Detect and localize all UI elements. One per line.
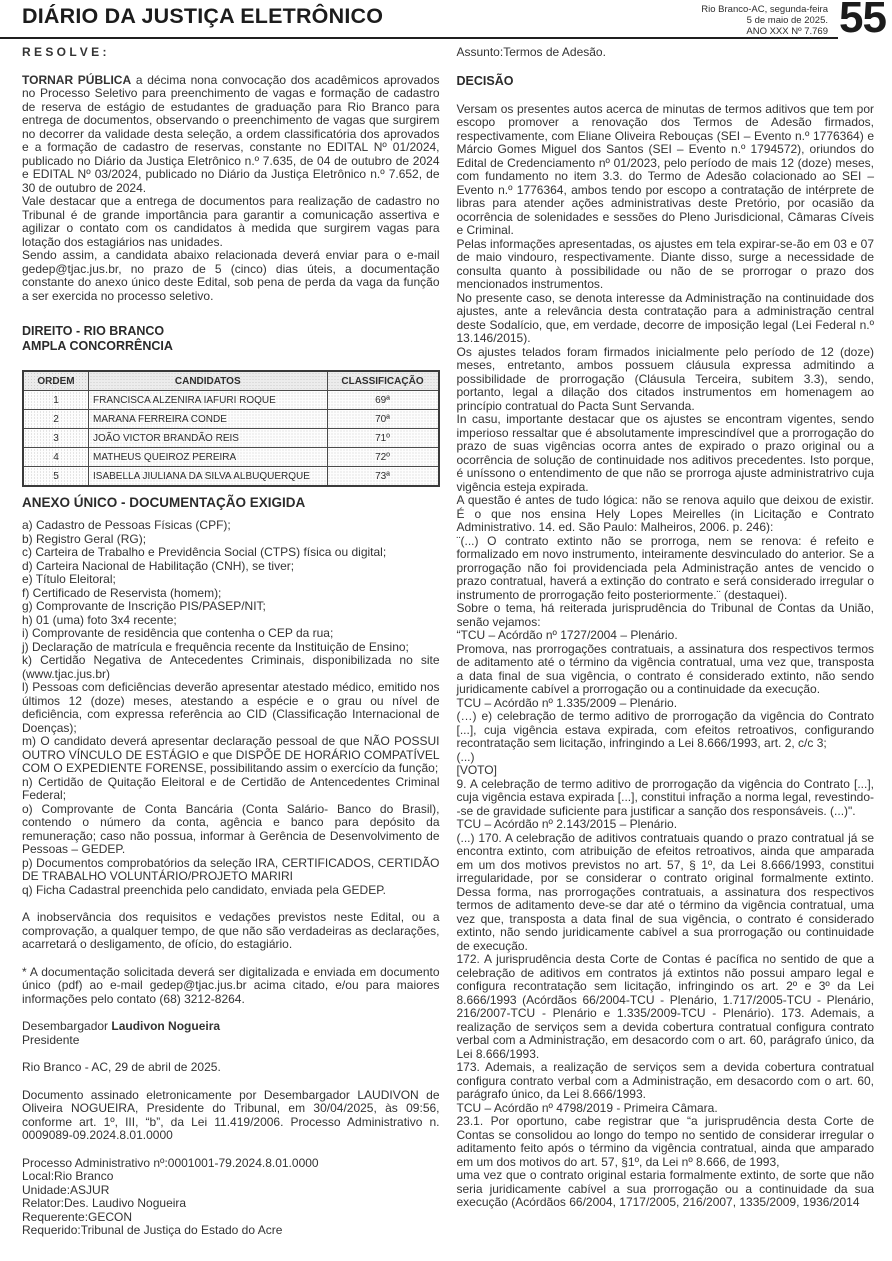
spacer (22, 897, 440, 911)
document-item: c) Carteira de Trabalho e Previdência Social (CTPS) física ou digital; (22, 545, 387, 559)
candidates-table-head (23, 371, 439, 391)
candidates-table (22, 370, 440, 487)
document-item: j) Declaração de matrícula e frequência recente da Instituição de Ensino; (22, 639, 409, 654)
decision-paragraph: 23.1. Por oportuno, cabe registrar que “a jurisprudência desta Corte de Contas se consolidou ao longo do tempo no sentido de considerar irregular o aditamento feito após o término da vigência contratual, ainda que amparado em um dos motivos do art. 57, §1º, da Lei nº 8.666, de 1993, (456, 1114, 874, 1169)
decision-paragraph: 9. A celebração de termo aditivo de prorrogação da vigência do Contrato [...], cuja vigência estava expirada [...], constitui infração a norma legal, revestindo--se de gravidade suficiente para justificar a sanção dos responsáveis. (...)". (456, 776, 874, 818)
decision-paragraph: Promova, nas prorrogações contratuais, a assinatura dos respectivos termos de aditamento até o término da vigência contratual, uma vez que, transposta a data final de sua vigência, o contrato é considerado extinto, não sendo juridicamente cabível a prorrogação ou a continuidade da execução. (456, 641, 874, 696)
decision-paragraph: 173. Ademais, a realização de serviços sem a devida cobertura contratual configura contrato verbal com a Administração, em desacordo com o art. 60, parágrafo único, da Lei 8.666/1993. (456, 1060, 874, 1101)
decision-paragraph: Versam os presentes autos acerca de minutas de termos aditivos que tem por escopo promover a renovação dos Termos de Adesão firmados, respectivamente, com Eliane Oliveira Rebouças (SEI – Evento n.º 1776364) e Márcio Gomes Miguel dos Santos (SEI – Evento n.º 1794572), oriundos do Edital de Credenciamento nº 01/2023, pelo período de mais 12 (doze) meses, com fundamento no item 3.3. do Termo de Adesão colacionado ao SEI – Evento n.º 1776364, ambos tendo por escopo a contratação de intérprete de libras para atender ações administrativas deste Pretório, por ocasião da ocorrência de solenidades e sessões do Pleno Jurisdicional, Câmaras Cíveis e Criminal. (456, 101, 874, 237)
table-row (23, 429, 439, 448)
dateline-line: Rio Branco-AC, segunda-feira (701, 4, 828, 15)
process-meta-list (22, 1157, 440, 1238)
spacer (22, 487, 440, 495)
document-item: i) Comprovante de residência que contenha o CEP da rua; (22, 626, 334, 640)
cell-candidato: JOÃO VICTOR BRANDÃO REIS (89, 429, 328, 448)
cell-classificacao: 69ª (327, 391, 439, 410)
heading-direito-rio-branco: DIREITO - RIO BRANCO (22, 324, 165, 338)
paragraph-place-date: Rio Branco - AC, 29 de abril de 2025. (22, 1060, 221, 1074)
document-item: g) Comprovante de Inscrição PIS/PASEP/NIT; (22, 599, 266, 613)
process-meta-line: Relator:Des. Laudivo Nogueira (22, 1196, 187, 1210)
decision-paragraph: uma vez que o contrato original estaria formalmente extinto, de sorte que não seria juridicamente cabível a sua prorrogação ou a continuidade da sua execução (Acórdãos 66/2004, 1717/2005, 216/2007, 1335/2009, 1936/2014 (456, 1168, 874, 1209)
document-item: o) Comprovante de Conta Bancária (Conta Salário- Banco do Brasil), contendo o número da conta, agência e banco para depósito da remuneração; caso não possua, informar à Gerência de Desenvolvimento de Pessoas – GEDEP. (22, 801, 440, 856)
spacer (22, 303, 440, 324)
page-header (0, 0, 892, 40)
decision-paragraph: 172. A jurisprudência desta Corte de Contas é pacífica no sentido de que a celebração de aditivos em contratos já extintos não possui amparo legal e configura recontratação sem licitação, infringindo os art. 2º e 3º da Lei 8.666/1993 (Acórdãos 66/2004-TCU - Plenário, 1.717/2005-TCU - Plenário, 216/2007-TCU - Plenário e 1.335/2009-TCU - Plenário). 173. Ademais, a realização de serviços sem a devida cobertura contratual configura contrato verbal com a Administração, em desacordo com o art. 60, parágrafo único, da Lei 8.666/1993. (456, 952, 874, 1061)
process-meta-line: Processo Administrativo nº:0001001-79.2024.8.01.0000 (22, 1155, 319, 1170)
header-rule (0, 37, 838, 39)
cell-classificacao: 73ª (327, 467, 439, 487)
col-header-ordem: ORDEM (23, 371, 89, 391)
decision-paragraph: ¨(...) O contrato extinto não se prorroga, nem se renova: é refeito e formalizado em novo instrumento, inteiramente desvinculado do anterior. Se a prorrogação não foi providenciada pela Administração antes de vencido o prazo contratual, haverá a extinção do contrato e será considerado irregular o instrumento de prorrogação feito posteriormente.¨ (destaquei). (456, 533, 874, 602)
col-header-candidatos: CANDIDATOS (89, 371, 328, 391)
cell-candidato: MARANA FERREIRA CONDE (89, 410, 328, 429)
decision-paragraph: TCU – Acórdão nº 2.143/2015 – Plenário. (456, 817, 678, 831)
decision-paragraphs (457, 103, 875, 1210)
document-item: a) Cadastro de Pessoas Físicas (CPF); (22, 518, 231, 532)
heading-ampla-concorrencia: AMPLA CONCORRÊNCIA (22, 339, 173, 353)
decision-paragraph: No presente caso, se denota interesse da Administração na continuidade dos ajustes, ante a relevância desta contratação para a administração central deste Sodalício, que, em verdade, decorre de imposição legal (Lei Federal n.º 13.146/2015). (456, 290, 874, 345)
spacer (22, 1075, 440, 1089)
table-row (23, 391, 439, 410)
spacer (22, 1047, 440, 1061)
process-meta-line: Requerido:Tribunal de Justiça do Estado do Acre (22, 1223, 283, 1237)
paragraph-inobservancia: A inobservância dos requisitos e vedações previstos neste Edital, ou a comprovação, a qualquer tempo, de que não são verdadeiras as declarações, acarretará o desligamento, de ofício, do estagiário. (22, 910, 440, 951)
document-item: e) Título Eleitoral; (22, 572, 116, 586)
heading-anexo-unico: ANEXO ÚNICO - DOCUMENTAÇÃO EXIGIDA (22, 495, 306, 510)
decision-paragraph: Os ajustes telados foram firmados inicialmente pelo período de 12 (doze) meses, entretanto, ambos possuem cláusula expressa admitindo a possibilidade de prorrogação (Cláusula Terceira, subitem 3.3), sendo, portanto, legal a dilação dos citados instrumentos em homenagem ao princípio contratual do Pacta Sunt Servanda. (456, 344, 874, 413)
paragraph-sendo-assim: Sendo assim, a candidata abaixo relacionada deverá enviar para o e-mail gedep@tjac.jus.br, no prazo de 5 (cinco) dias úteis, a documentação constante do anexo único deste Edital, sob pena de perda da vaga da função a ser exercida no processo seletivo. (22, 248, 440, 303)
spacer (457, 89, 875, 103)
process-meta-line: Local:Rio Branco (22, 1169, 114, 1183)
candidates-table-body (23, 391, 439, 487)
document-item: k) Certidão Negativa de Antecedentes Criminais, disponibilizada no site (www.tjac.jus.br) (22, 653, 440, 681)
spacer (22, 354, 440, 368)
document-item: m) O candidato deverá apresentar declaração pessoal de que NÃO POSSUI OUTRO VÍNCULO DE ESTÁGIO e que DISPÕE DE HORÁRIO COMPATÍVEL COM O EXPEDIENTE FORENSE, possibilitando assim o exercício da função; (22, 734, 440, 775)
document-item: q) Ficha Cadastral preenchida pelo candidato, enviada pela GEDEP. (22, 882, 387, 897)
dateline-line: ANO XXX Nº 7.769 (746, 26, 828, 37)
right-column (457, 46, 875, 1238)
table-row (23, 448, 439, 467)
col-header-classificacao: CLASSIFICAÇÃO (327, 371, 439, 391)
page-number: 55 (839, 0, 886, 42)
cell-ordem: 1 (23, 391, 89, 410)
table-row (23, 410, 439, 429)
decision-paragraph: TCU – Acórdão nº 4798/2019 - Primeira Câmara. (456, 1100, 718, 1115)
process-meta-line: Requerente:GECON (22, 1209, 133, 1224)
signature-role: Presidente (22, 1032, 80, 1047)
cell-ordem: 5 (23, 467, 89, 487)
spacer (22, 60, 440, 74)
decision-paragraph: TCU – Acórdão nº 1.335/2009 – Plenário. (456, 695, 678, 710)
decision-paragraph: A questão é antes de tudo lógica: não se renova aquilo que deixou de existir. É o que nos ensina Hely Lopes Meirelles (in Licitação e Contrato Administrativo. 14. ed. São Paulo: Malheiros, 2006. p. 246): (456, 493, 874, 534)
gazette-title: DIÁRIO DA JUSTIÇA ELETRÔNICO (22, 4, 384, 28)
dateline (701, 4, 828, 37)
paragraph-tornar-publica (22, 74, 440, 196)
document-item: n) Certidão de Quitação Eleitoral e de Certidão de Antencedentes Criminal Federal; (22, 774, 440, 802)
decision-paragraph: (…) e) celebração de termo aditivo de prorrogação da vigência do Contrato [...], cuja vigência estava expirada, com efeitos retroativos, configurando recontratação sem licitação, infringindo a Lei 8.666/1993, art. 2, c/c 3; (456, 709, 874, 750)
spacer (457, 60, 875, 74)
signature-name: Laudivon Nogueira (111, 1019, 221, 1033)
cell-candidato: FRANCISCA ALZENIRA IAFURI ROQUE (89, 391, 328, 410)
document-item: l) Pessoas com deficiências deverão apresentar atestado médico, emitido nos últimos 12 (doze) meses, atestando a espécie e o grau ou nível de deficiência, com expressa referência ao CID (Classificação Internacional de Doenças); (22, 680, 440, 735)
dateline-line: 5 de maio de 2025. (746, 15, 828, 26)
cell-ordem: 3 (23, 429, 89, 448)
cell-ordem: 4 (23, 448, 89, 467)
paragraph-assinatura-eletronica: Documento assinado eletronicamente por Desembargador LAUDIVON de Oliveira NOGUEIRA, Presidente do Tribunal, em 30/04/2025, às 09:56, conforme art. 1º, III, “b”, da Lei 11.419/2006. Processo Administrativo n. 0009089-09.2024.8.01.0000 (22, 1087, 440, 1142)
tornar-publica-bold: TORNAR PÚBLICA (22, 72, 132, 87)
signature-prefix: Desembargador (22, 1019, 112, 1033)
spacer (22, 952, 440, 966)
document-item: d) Carteira Nacional de Habilitação (CNH), se tiver; (22, 558, 295, 573)
decision-paragraph: Sobre o tema, há reiterada jurisprudência do Tribunal de Contas da União, senão vejamos: (456, 601, 874, 629)
cell-classificacao: 71º (327, 429, 439, 448)
cell-candidato: MATHEUS QUEIROZ PEREIRA (89, 448, 328, 467)
tornar-publica-text: a décima nona convocação dos acadêmicos aprovados no Processo Seletivo para preenchimento de vagas e formação de cadastro de reserva de estágio de estudantes de graduação para Rio Branco para entrega de documentos, observando o preenchimento de vagas que surgirem no decorrer da validade desta seleção, a ordem classificatória dos aprovados e a formação de cadastro de reservas, constante no EDITAL Nº 01/2024, publicado no Diário da Justiça Eletrônico n.º 7.635, de 04 de outubro de 2024 e EDITAL Nº 03/2024, publicado no Diário da Justiça Eletrônico n.º 7.652, de 30 de outubro de 2024. (22, 72, 440, 195)
signature-line (22, 1020, 440, 1034)
decision-paragraph: (...) 170. A celebração de aditivos contratuais quando o prazo contratual já se encontra extinto, com atribuição de efeitos retroativos, ainda que amparada em um dos motivos previstos no art. 57, § 1º, da Lei 8.666/1993, constitui irregularidade, por se considerar o contrato original formalmente extinto. Dessa forma, nas prorrogações contratuais, a assinatura dos respectivos termos de aditamento deve-se dar até o término da vigência contratual, uma vez que, transposta a data final de sua vigência, o contrato é considerado extinto, não sendo juridicamente cabível a sua prorrogação ou continuidade de execução. (456, 830, 874, 953)
document-item: f) Certificado de Reservista (homem); (22, 585, 222, 600)
cell-classificacao: 70ª (327, 410, 439, 429)
decision-paragraph: [VOTO] (456, 763, 497, 777)
cell-ordem: 2 (23, 410, 89, 429)
table-row (23, 467, 439, 487)
cell-candidato: ISABELLA JIULIANA DA SILVA ALBUQUERQUE (89, 467, 328, 487)
spacer (22, 1143, 440, 1157)
document-item: h) 01 (uma) foto 3x4 recente; (22, 612, 177, 627)
paragraph-vale-destacar: Vale destacar que a entrega de documentos para realização de cadastro no Tribunal é de grande importância para garantir a comunicação assertiva e agilizar o contato com os candidatos à medida que surgirem vagas para lotação dos estagiários nas unidades. (22, 194, 440, 249)
resolve-heading: R E S O L V E : (22, 45, 107, 59)
decision-paragraph: (...) (456, 749, 475, 764)
document-item: b) Registro Geral (RG); (22, 531, 147, 546)
cell-classificacao: 72º (327, 448, 439, 467)
document-items-list (22, 519, 440, 897)
document-item: p) Documentos comprobatórios da seleção IRA, CERTIFICADOS, CERTIDÃO DE TRABALHO VOLUNTÁRIO/PROJETO MARIRI (22, 855, 440, 883)
decision-paragraph: “TCU – Acórdão nº 1727/2004 – Plenário. (456, 628, 678, 642)
left-column (22, 46, 440, 1238)
process-meta-line: Unidade:ASJUR (22, 1182, 110, 1197)
table-header-row (23, 371, 439, 391)
paragraph-documentacao-digitalizada: * A documentação solicitada deverá ser digitalizada e enviada em documento único (pdf) ao e-mail gedep@tjac.jus.br acima citado, e/ou para maiores informações pelo contato (68) 3212-8264. (22, 964, 440, 1006)
assunto-line: Assunto:Termos de Adesão. (456, 45, 606, 59)
decision-paragraph: In casu, importante destacar que os ajustes se encontram vigentes, sendo imperioso ressaltar que é absolutamente imprescindível que a prorrogação do prazo de suas vigências ocorra antes de expirado o prazo original ou a ocorrência de solução de continuidade nos aditivos precedentes. Isto porque, é uníssono o entendimento de que não se prorroga ajuste administratrivo cuja vigência esteja expirada. (456, 412, 874, 494)
heading-decisao: DECISÃO (456, 73, 514, 88)
content-columns (0, 40, 892, 1238)
decision-paragraph: Pelas informações apresentadas, os ajustes em tela expirar-se-ão em 03 e 07 de maio vindouro, respectivamente. Diante disso, surge a necessidade de consulta quanto à possibilidade ou não de se prorrogar o prazo dos mencionados instrumentos. (456, 236, 874, 291)
spacer (22, 1006, 440, 1020)
